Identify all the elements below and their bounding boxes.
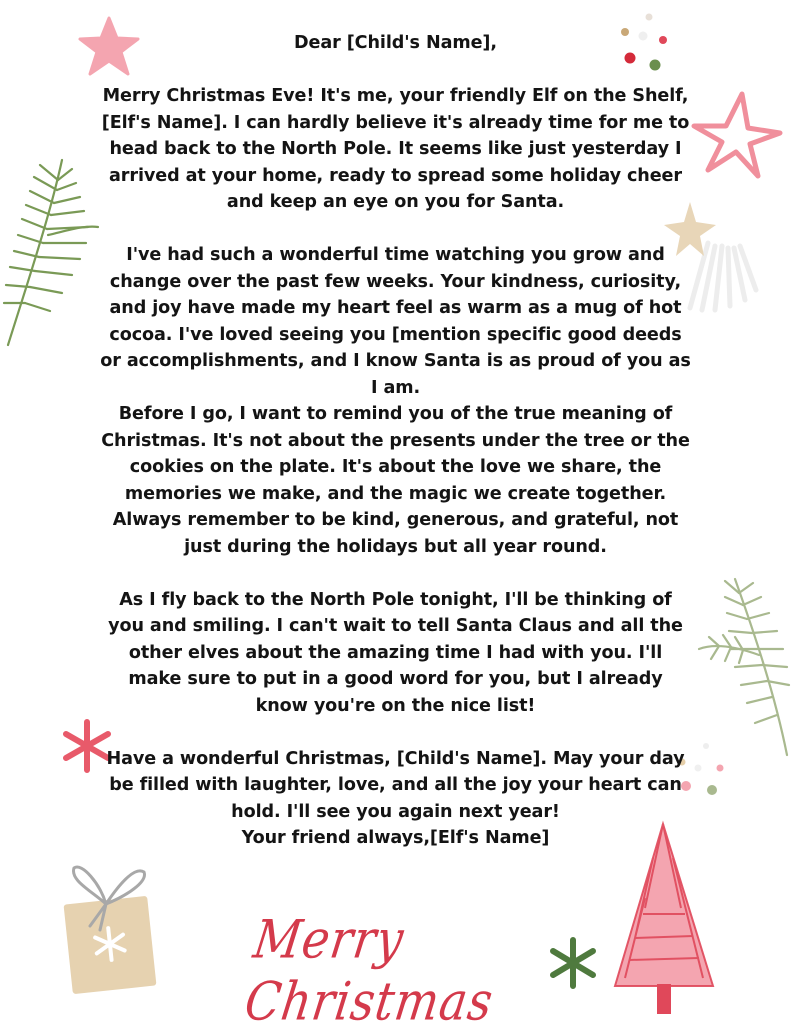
letter-body: [100, 30, 691, 852]
greeting: Dear [Child's Name],: [294, 33, 497, 53]
letter-paragraph: Before I go, I want to remind you of the true meaning of Christmas. It's not about the presents under the tree or the cookies on the plate. It's about the love we share, the memories we make, and the magic we create together. Always remember to be kind, generous, and grateful, not just during the holidays but all year round.: [101, 404, 690, 557]
pine-branch-icon: [695, 575, 791, 760]
letter-paragraph: Merry Christmas Eve! It's me, your friendly Elf on the Shelf, [Elf's Name]. I can hardly believe it's already time for me to head back to the North Pole. It seems like just yesterday I arrived at your home, ready to spread some holiday cheer and keep an eye on you for Santa.: [101, 86, 690, 212]
letter-paragraph: I've had such a wonderful time watching you grow and change over the past few weeks. Your kindness, curiosity, and joy have made my heart feel as warm as a mug of hot cocoa. I've loved seeing you [mention specific good deeds or accomplishments, and I know Santa is as proud of you as I am.: [100, 245, 691, 398]
merry-christmas-signoff: [241, 907, 540, 1032]
letter-paragraph: As I fly back to the North Pole tonight, I'll be thinking of you and smiling. I can't wait to tell Santa Claus and all the other elves about the amazing time I had with you. I'll make sure to put in a good word for you, but I already know you're on the nice list!: [108, 589, 683, 716]
closing-line: Your friend always,[Elf's Name]: [241, 828, 550, 848]
gift-box-icon: [60, 860, 160, 995]
letter-paragraph: Have a wonderful Christmas, [Child's Name]. May your day be filled with laughter, love, and all the joy your heart can hold. I'll see you again next year!: [106, 748, 685, 822]
outline-star-icon: [688, 88, 786, 182]
pine-branch-icon: [0, 155, 100, 350]
signoff-text: Merry Christmas: [241, 907, 498, 1032]
snowflake-icon: [545, 935, 601, 991]
